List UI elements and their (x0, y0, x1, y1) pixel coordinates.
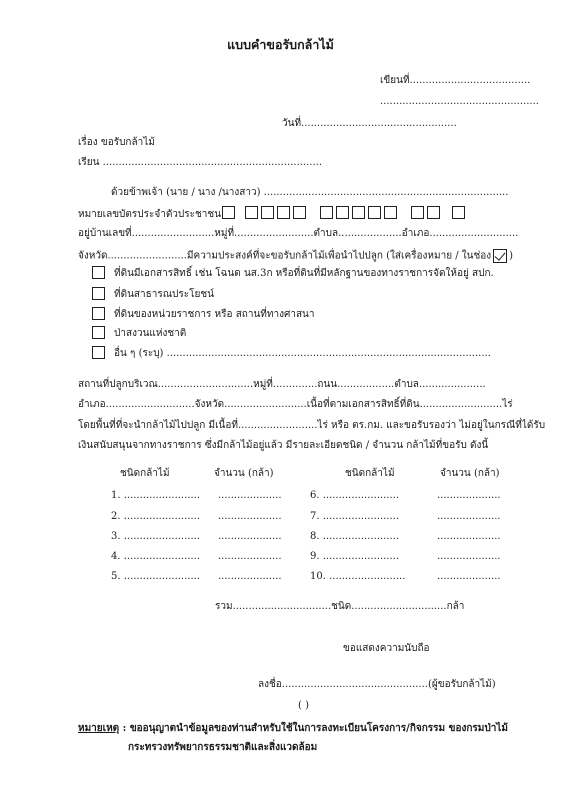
note-text-1: : ขออนุญาตนำข้อมูลของท่านสำหรับใช้ในการลงทะเบียนโครงการ/กิจกรรม ของกรมป่าไม้ (119, 723, 508, 734)
id-digit-box[interactable] (320, 206, 333, 219)
qty-row-6[interactable]: .................... (437, 490, 501, 501)
species-row-7[interactable]: 7. ........................ (310, 511, 400, 522)
total-line[interactable]: รวม...............................ชนิด..............................กล้า (215, 601, 465, 612)
note-label: หมายเหตุ (78, 723, 120, 734)
district-province-field[interactable]: อำเภอ............................จังหวัด..........................เนื้อที่ตามเอกสารสิทธิ์ที่ดิน..........................ไร่ (78, 399, 513, 410)
checkbox-government-land[interactable] (92, 307, 105, 320)
qty-row-7[interactable]: .................... (437, 511, 501, 522)
id-digit-box[interactable] (245, 206, 258, 219)
checkbox-national-forest[interactable] (92, 326, 105, 339)
column-qty-right: จำนวน (กล้า) (440, 468, 500, 479)
species-row-5[interactable]: 5. ........................ (111, 571, 201, 582)
id-digit-box[interactable] (427, 206, 440, 219)
support-statement: เงินสนับสนุนจากทางราชการ ซึ่งมีกล้าไม้อยู่แล้ว มีรายละเอียดชนิด / จำนวน กล้าไม้ที่ขอรับ ดังนี้ (78, 440, 489, 451)
province-intent-text: จังหวัด.........................มีความประสงค์ที่จะขอรับกล้าไม้เพื่อนำไปปลูก (ใส่เครื่องหมาย / ในช่อง (78, 250, 492, 262)
column-species-left: ชนิดกล้าไม้ (120, 468, 170, 479)
checkbox-other[interactable] (92, 346, 105, 359)
id-label: หมายเลขบัตรประจำตัวประชาชน (78, 209, 222, 220)
id-box-group-2 (245, 206, 306, 219)
id-digit-box[interactable] (352, 206, 365, 219)
id-digit-box[interactable] (261, 206, 274, 219)
id-box-group-1 (222, 206, 235, 219)
species-row-6[interactable]: 6. ........................ (310, 490, 400, 501)
province-intent-close: ) (509, 250, 514, 262)
id-digit-box[interactable] (277, 206, 290, 219)
id-box-group-4 (411, 206, 440, 219)
species-row-2[interactable]: 2. ........................ (111, 511, 201, 522)
id-box-group-3 (320, 206, 397, 219)
species-row-1[interactable]: 1. ........................ (111, 490, 201, 501)
id-digit-box[interactable] (293, 206, 306, 219)
qty-row-5[interactable]: .................... (218, 571, 282, 582)
qty-row-8[interactable]: .................... (437, 531, 501, 542)
signature-field[interactable]: ลงชื่อ..............................................(ผู้ขอรับกล้าไม้) (258, 679, 496, 690)
qty-row-1[interactable]: .................... (218, 490, 282, 501)
province-intent-line (78, 249, 513, 263)
id-box-group-5 (452, 206, 465, 219)
option-titled-land: ที่ดินมีเอกสารสิทธิ์ เช่น โฉนด นส.3ก หรือที่ดินที่มีหลักฐานของทางราชการจัดให้อยู่ สปก. (114, 268, 494, 279)
qty-row-10[interactable]: .................... (437, 571, 501, 582)
species-row-3[interactable]: 3. ........................ (111, 531, 201, 542)
qty-row-2[interactable]: .................... (218, 511, 282, 522)
form-title: แบบคำขอรับกล้าไม้ (227, 37, 334, 52)
column-species-right: ชนิดกล้าไม้ (345, 468, 395, 479)
species-row-10[interactable]: 10. ........................ (310, 571, 406, 582)
id-digit-box[interactable] (411, 206, 424, 219)
id-digit-box[interactable] (368, 206, 381, 219)
option-other[interactable]: อื่น ๆ (ระบุ) ...................................................................................................... (114, 348, 491, 359)
id-digit-box[interactable] (222, 206, 235, 219)
checkbox-public-land[interactable] (92, 287, 105, 300)
qty-row-4[interactable]: .................... (218, 551, 282, 562)
checkmark-icon (493, 249, 507, 263)
date-field[interactable]: วันที่................................................. (282, 118, 457, 129)
planting-area-field[interactable]: โดยพื้นที่ที่จะนำกล้าไม้ไปปลูก มีเนื้อที่.........................ไร่ หรือ ตร.กม. และขอรับรองว่า ไม่อยู่ในกรณีที่ได้รับ (78, 420, 546, 431)
written-at-field[interactable]: เขียนที่...................................... (380, 75, 531, 86)
subject-line: เรื่อง ขอรับกล้าไม้ (78, 137, 155, 148)
id-digit-box[interactable] (336, 206, 349, 219)
note-text-2: กระทรวงทรัพยากรธรรมชาติและสิ่งแวดล้อม (128, 742, 318, 753)
to-field[interactable]: เรียน ..................................................................... (78, 157, 322, 168)
option-national-forest: ป่าสงวนแห่งชาติ (114, 328, 187, 339)
species-row-9[interactable]: 9. ........................ (310, 551, 400, 562)
printed-name-field[interactable]: ( ) (298, 700, 309, 711)
checkbox-titled-land[interactable] (92, 266, 105, 279)
species-row-4[interactable]: 4. ........................ (111, 551, 201, 562)
species-row-8[interactable]: 8. ........................ (310, 531, 400, 542)
note-line-1 (78, 723, 508, 735)
id-digit-box[interactable] (384, 206, 397, 219)
option-government-land: ที่ดินของหน่วยราชการ หรือ สถานที่ทางศาสนา (114, 309, 315, 320)
qty-row-3[interactable]: .................... (218, 531, 282, 542)
option-public-land: ที่ดินสาธารณประโยชน์ (114, 289, 214, 300)
qty-row-9[interactable]: .................... (437, 551, 501, 562)
column-qty-left: จำนวน (กล้า) (214, 468, 274, 479)
address-field[interactable]: อยู่บ้านเลขที่..........................หมู่ที่.........................ตำบล....................อำเภอ............................ (78, 228, 519, 239)
plant-location-field[interactable]: สถานที่ปลูกบริเวณ..............................หมู่ที่..............ถนน..................ตำบล..................... (78, 379, 486, 390)
closing-respect: ขอแสดงความนับถือ (343, 643, 430, 654)
applicant-name-field[interactable]: ด้วยข้าพเจ้า (นาย / นาง /นางสาว) ............................................................................. (111, 187, 509, 198)
written-at-line2[interactable]: .................................................. (380, 96, 539, 107)
id-digit-box[interactable] (452, 206, 465, 219)
